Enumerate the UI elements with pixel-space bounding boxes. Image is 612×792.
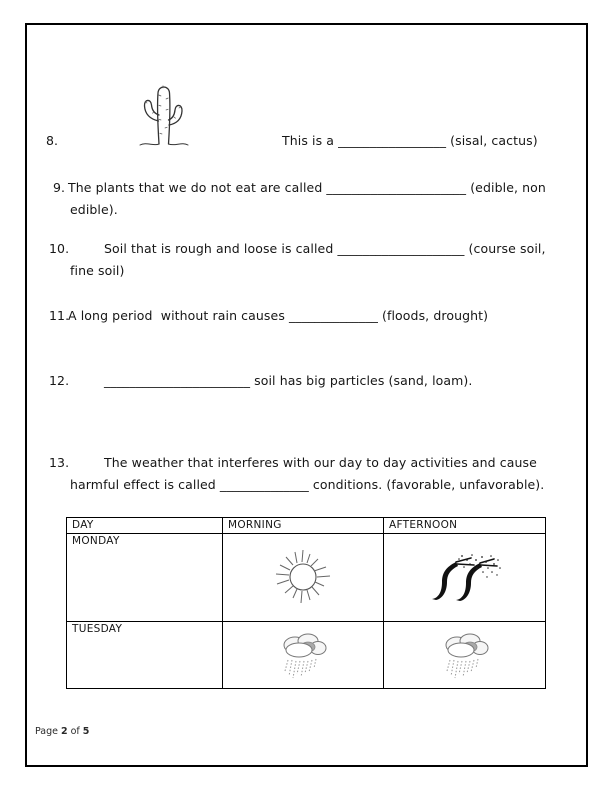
question-number: 13. [49,455,70,470]
column-header-afternoon: AFTERNOON [384,518,546,534]
weather-cell-monday-morning [223,534,384,622]
question-text: The plants that we do not eat are called ______________________ (edible, non [68,180,546,195]
day-cell [67,622,223,689]
question-text-continued: harmful effect is called ______________ conditions. (favorable, unfavorable). [70,477,545,492]
footer-total-pages: 5 [82,726,90,737]
windy-trees-icon [426,551,504,601]
question-text: A long period without rain causes ______________ (floods, drought) [68,308,489,323]
column-header-day: DAY [67,518,223,534]
question-text-continued: edible). [70,202,118,217]
question-number: 12. [49,373,70,388]
question-number: 8. [46,133,59,148]
footer-page-number: 2 [61,726,68,737]
question-text: The weather that interferes with our day to day activities and cause [104,455,537,470]
footer-page-label: Page [35,726,58,737]
weather-table [66,517,546,689]
question-text: This is a _________________ (sisal, cactus) [282,133,538,148]
question-number: 11. [49,308,70,323]
rain-cloud-icon [275,628,331,680]
day-cell [67,534,223,622]
sun-icon [271,544,335,608]
cactus-icon [130,76,196,152]
page-footer [35,726,89,737]
day-label: TUESDAY [72,623,123,635]
footer-of-label: of [70,726,80,737]
question-number: 9. [53,180,66,195]
rain-cloud-icon [437,628,493,680]
question-number: 10. [49,241,70,256]
table-row-tuesday [67,622,546,689]
column-header-morning: MORNING [223,518,384,534]
question-text: _______________________ soil has big particles (sand, loam). [104,373,473,388]
day-label: MONDAY [72,535,120,547]
table-header-row [67,518,546,534]
question-text-continued: fine soil) [70,263,125,278]
weather-cell-tuesday-afternoon [384,622,546,689]
weather-cell-monday-afternoon [384,534,546,622]
table-row-monday [67,534,546,622]
question-text: Soil that is rough and loose is called ____________________ (course soil, [104,241,546,256]
weather-cell-tuesday-morning [223,622,384,689]
